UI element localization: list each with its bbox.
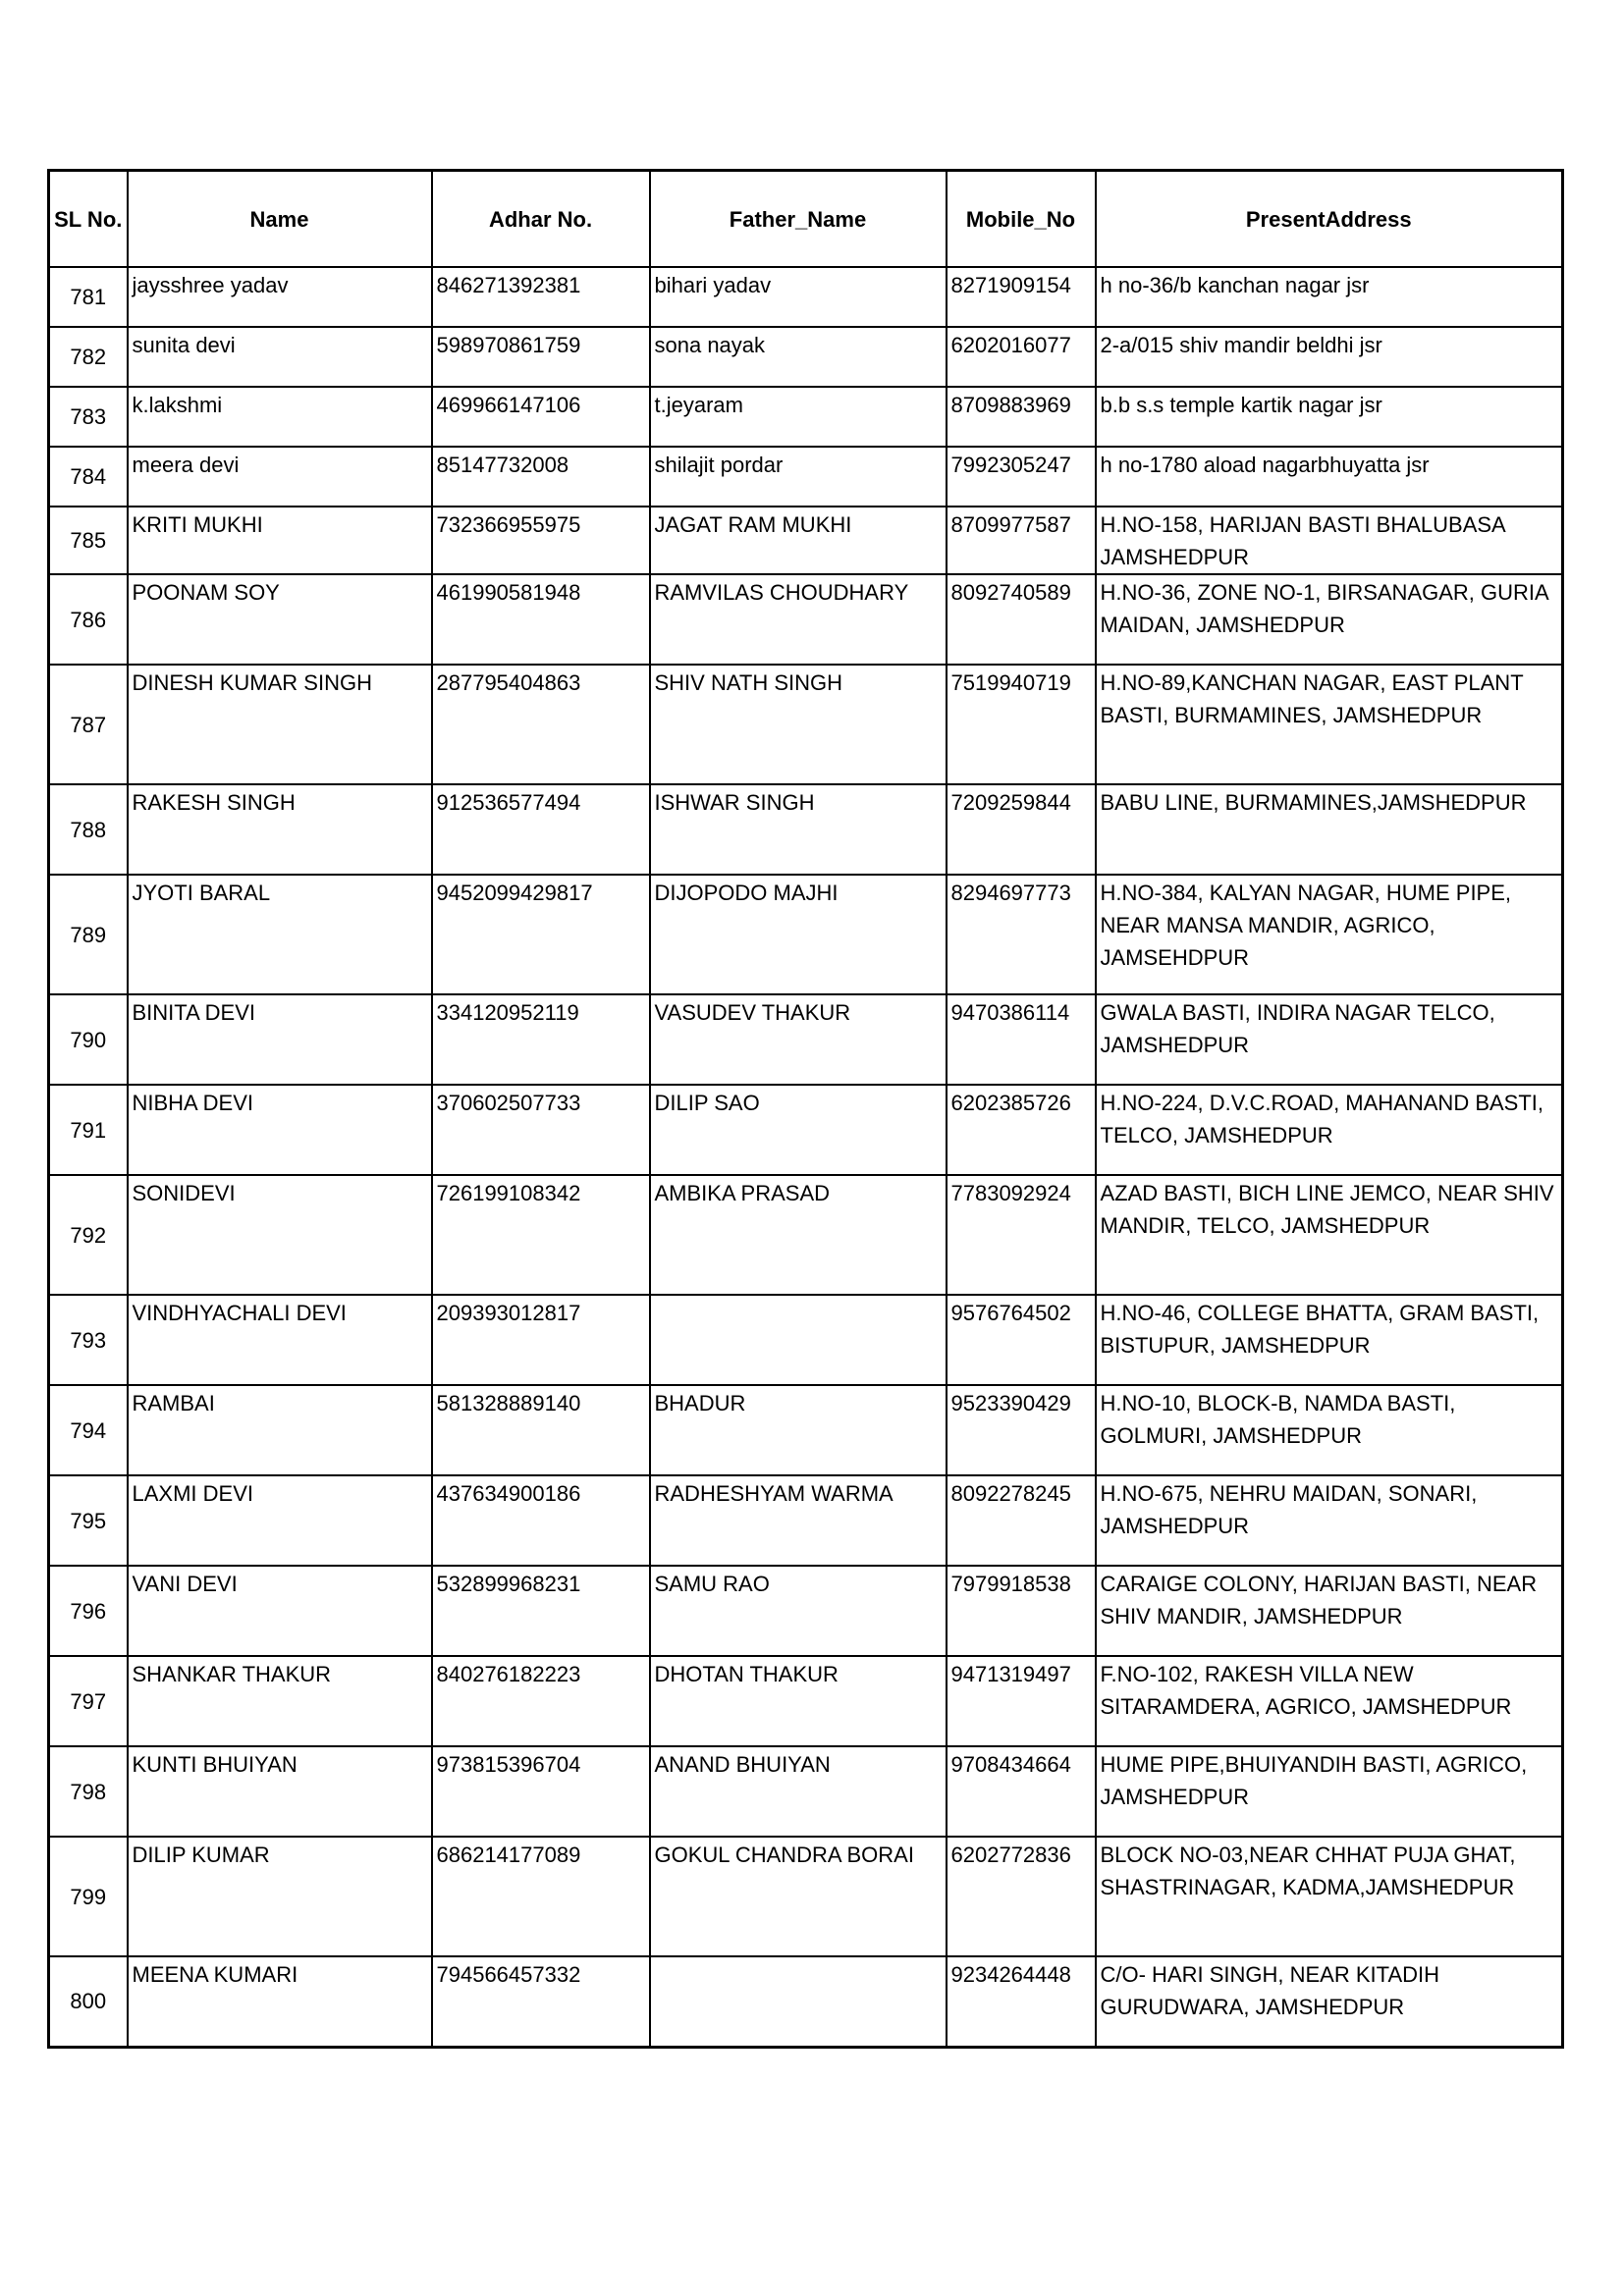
- cell-adhar-no: 85147732008: [432, 447, 650, 507]
- header-sl-no: SL No.: [49, 171, 128, 268]
- cell-mobile-no: 7519940719: [947, 665, 1096, 784]
- cell-name: jaysshree yadav: [128, 267, 432, 327]
- cell-adhar-no: 334120952119: [432, 994, 650, 1085]
- cell-adhar-no: 840276182223: [432, 1656, 650, 1746]
- cell-sl-no: 793: [49, 1295, 128, 1385]
- cell-mobile-no: 6202385726: [947, 1085, 1096, 1175]
- cell-present-address: h no-1780 aload nagarbhuyatta jsr: [1096, 447, 1563, 507]
- cell-present-address: H.NO-675, NEHRU MAIDAN, SONARI, JAMSHEDPUR: [1096, 1475, 1563, 1566]
- cell-sl-no: 800: [49, 1956, 128, 2047]
- table-row: [49, 1175, 1563, 1295]
- cell-adhar-no: 581328889140: [432, 1385, 650, 1475]
- table-row: [49, 665, 1563, 784]
- cell-name: BINITA DEVI: [128, 994, 432, 1085]
- cell-adhar-no: 370602507733: [432, 1085, 650, 1175]
- cell-mobile-no: 9470386114: [947, 994, 1096, 1085]
- cell-mobile-no: 8709977587: [947, 507, 1096, 574]
- cell-present-address: F.NO-102, RAKESH VILLA NEW SITARAMDERA, AGRICO, JAMSHEDPUR: [1096, 1656, 1563, 1746]
- cell-sl-no: 783: [49, 387, 128, 447]
- table-row: [49, 327, 1563, 387]
- cell-adhar-no: 973815396704: [432, 1746, 650, 1837]
- cell-mobile-no: 6202016077: [947, 327, 1096, 387]
- cell-present-address: H.NO-158, HARIJAN BASTI BHALUBASA JAMSHEDPUR: [1096, 507, 1563, 574]
- cell-father-name: SAMU RAO: [650, 1566, 947, 1656]
- cell-adhar-no: 287795404863: [432, 665, 650, 784]
- cell-father-name: BHADUR: [650, 1385, 947, 1475]
- table-row: [49, 1085, 1563, 1175]
- cell-mobile-no: 6202772836: [947, 1837, 1096, 1956]
- cell-mobile-no: 8092740589: [947, 574, 1096, 665]
- cell-father-name: [650, 1956, 947, 2047]
- cell-father-name: RADHESHYAM WARMA: [650, 1475, 947, 1566]
- cell-name: RAKESH SINGH: [128, 784, 432, 875]
- cell-sl-no: 790: [49, 994, 128, 1085]
- cell-father-name: [650, 1295, 947, 1385]
- cell-name: VANI DEVI: [128, 1566, 432, 1656]
- cell-mobile-no: 9471319497: [947, 1656, 1096, 1746]
- cell-mobile-no: 8709883969: [947, 387, 1096, 447]
- cell-present-address: H.NO-224, D.V.C.ROAD, MAHANAND BASTI, TELCO, JAMSHEDPUR: [1096, 1085, 1563, 1175]
- cell-mobile-no: 7992305247: [947, 447, 1096, 507]
- cell-present-address: b.b s.s temple kartik nagar jsr: [1096, 387, 1563, 447]
- table-row: [49, 387, 1563, 447]
- cell-present-address: BLOCK NO-03,NEAR CHHAT PUJA GHAT, SHASTRINAGAR, KADMA,JAMSHEDPUR: [1096, 1837, 1563, 1956]
- cell-father-name: ISHWAR SINGH: [650, 784, 947, 875]
- cell-name: POONAM SOY: [128, 574, 432, 665]
- cell-father-name: DILIP SAO: [650, 1085, 947, 1175]
- cell-father-name: DIJOPODO MAJHI: [650, 875, 947, 994]
- header-row: [49, 171, 1563, 268]
- cell-adhar-no: 912536577494: [432, 784, 650, 875]
- cell-sl-no: 791: [49, 1085, 128, 1175]
- table-row: [49, 1656, 1563, 1746]
- cell-name: SHANKAR THAKUR: [128, 1656, 432, 1746]
- cell-father-name: GOKUL CHANDRA BORAI: [650, 1837, 947, 1956]
- cell-sl-no: 786: [49, 574, 128, 665]
- cell-sl-no: 795: [49, 1475, 128, 1566]
- cell-present-address: HUME PIPE,BHUIYANDIH BASTI, AGRICO, JAMSHEDPUR: [1096, 1746, 1563, 1837]
- table-row: [49, 267, 1563, 327]
- cell-mobile-no: 8294697773: [947, 875, 1096, 994]
- cell-mobile-no: 9708434664: [947, 1746, 1096, 1837]
- cell-sl-no: 796: [49, 1566, 128, 1656]
- cell-sl-no: 785: [49, 507, 128, 574]
- cell-father-name: JAGAT RAM MUKHI: [650, 507, 947, 574]
- table-row: [49, 875, 1563, 994]
- cell-father-name: ANAND BHUIYAN: [650, 1746, 947, 1837]
- cell-name: KRITI MUKHI: [128, 507, 432, 574]
- cell-sl-no: 794: [49, 1385, 128, 1475]
- cell-father-name: t.jeyaram: [650, 387, 947, 447]
- cell-mobile-no: 8271909154: [947, 267, 1096, 327]
- cell-sl-no: 787: [49, 665, 128, 784]
- table-row: [49, 507, 1563, 574]
- cell-sl-no: 782: [49, 327, 128, 387]
- cell-name: DINESH KUMAR SINGH: [128, 665, 432, 784]
- cell-father-name: sona nayak: [650, 327, 947, 387]
- cell-present-address: H.NO-384, KALYAN NAGAR, HUME PIPE, NEAR MANSA MANDIR, AGRICO, JAMSEHDPUR: [1096, 875, 1563, 994]
- cell-sl-no: 797: [49, 1656, 128, 1746]
- cell-adhar-no: 686214177089: [432, 1837, 650, 1956]
- cell-father-name: SHIV NATH SINGH: [650, 665, 947, 784]
- cell-present-address: H.NO-89,KANCHAN NAGAR, EAST PLANT BASTI, BURMAMINES, JAMSHEDPUR: [1096, 665, 1563, 784]
- cell-name: sunita devi: [128, 327, 432, 387]
- cell-adhar-no: 469966147106: [432, 387, 650, 447]
- cell-mobile-no: 7209259844: [947, 784, 1096, 875]
- table-row: [49, 1385, 1563, 1475]
- header-mobile-no: Mobile_No: [947, 171, 1096, 268]
- cell-adhar-no: 846271392381: [432, 267, 650, 327]
- cell-adhar-no: 209393012817: [432, 1295, 650, 1385]
- table-row: [49, 447, 1563, 507]
- table-row: [49, 1566, 1563, 1656]
- cell-present-address: AZAD BASTI, BICH LINE JEMCO, NEAR SHIV MANDIR, TELCO, JAMSHEDPUR: [1096, 1175, 1563, 1295]
- table-row: [49, 1956, 1563, 2047]
- cell-name: meera devi: [128, 447, 432, 507]
- cell-present-address: GWALA BASTI, INDIRA NAGAR TELCO, JAMSHEDPUR: [1096, 994, 1563, 1085]
- cell-adhar-no: 732366955975: [432, 507, 650, 574]
- cell-sl-no: 784: [49, 447, 128, 507]
- cell-name: VINDHYACHALI DEVI: [128, 1295, 432, 1385]
- cell-name: JYOTI BARAL: [128, 875, 432, 994]
- table-row: [49, 784, 1563, 875]
- cell-sl-no: 799: [49, 1837, 128, 1956]
- records-table: [47, 169, 1564, 2049]
- cell-present-address: H.NO-46, COLLEGE BHATTA, GRAM BASTI, BISTUPUR, JAMSHEDPUR: [1096, 1295, 1563, 1385]
- table-row: [49, 1295, 1563, 1385]
- cell-sl-no: 789: [49, 875, 128, 994]
- header-adhar-no: Adhar No.: [432, 171, 650, 268]
- cell-name: SONIDEVI: [128, 1175, 432, 1295]
- cell-present-address: CARAIGE COLONY, HARIJAN BASTI, NEAR SHIV MANDIR, JAMSHEDPUR: [1096, 1566, 1563, 1656]
- cell-present-address: 2-a/015 shiv mandir beldhi jsr: [1096, 327, 1563, 387]
- cell-adhar-no: 726199108342: [432, 1175, 650, 1295]
- cell-adhar-no: 794566457332: [432, 1956, 650, 2047]
- header-name: Name: [128, 171, 432, 268]
- cell-present-address: h no-36/b kanchan nagar jsr: [1096, 267, 1563, 327]
- cell-name: DILIP KUMAR: [128, 1837, 432, 1956]
- cell-mobile-no: 9523390429: [947, 1385, 1096, 1475]
- cell-present-address: H.NO-10, BLOCK-B, NAMDA BASTI, GOLMURI, JAMSHEDPUR: [1096, 1385, 1563, 1475]
- header-father-name: Father_Name: [650, 171, 947, 268]
- table-row: [49, 1746, 1563, 1837]
- cell-name: RAMBAI: [128, 1385, 432, 1475]
- cell-name: LAXMI DEVI: [128, 1475, 432, 1566]
- cell-father-name: VASUDEV THAKUR: [650, 994, 947, 1085]
- cell-sl-no: 788: [49, 784, 128, 875]
- cell-mobile-no: 8092278245: [947, 1475, 1096, 1566]
- table-row: [49, 1837, 1563, 1956]
- cell-adhar-no: 437634900186: [432, 1475, 650, 1566]
- header-present-address: PresentAddress: [1096, 171, 1563, 268]
- table-row: [49, 574, 1563, 665]
- table-body: [49, 267, 1563, 2047]
- cell-mobile-no: 7783092924: [947, 1175, 1096, 1295]
- cell-name: KUNTI BHUIYAN: [128, 1746, 432, 1837]
- cell-present-address: BABU LINE, BURMAMINES,JAMSHEDPUR: [1096, 784, 1563, 875]
- cell-name: k.lakshmi: [128, 387, 432, 447]
- cell-father-name: DHOTAN THAKUR: [650, 1656, 947, 1746]
- cell-sl-no: 781: [49, 267, 128, 327]
- cell-name: NIBHA DEVI: [128, 1085, 432, 1175]
- cell-adhar-no: 9452099429817: [432, 875, 650, 994]
- cell-mobile-no: 7979918538: [947, 1566, 1096, 1656]
- cell-adhar-no: 598970861759: [432, 327, 650, 387]
- cell-adhar-no: 532899968231: [432, 1566, 650, 1656]
- cell-adhar-no: 461990581948: [432, 574, 650, 665]
- cell-father-name: bihari yadav: [650, 267, 947, 327]
- table-row: [49, 1475, 1563, 1566]
- cell-name: MEENA KUMARI: [128, 1956, 432, 2047]
- cell-sl-no: 798: [49, 1746, 128, 1837]
- cell-father-name: RAMVILAS CHOUDHARY: [650, 574, 947, 665]
- cell-sl-no: 792: [49, 1175, 128, 1295]
- cell-present-address: H.NO-36, ZONE NO-1, BIRSANAGAR, GURIA MAIDAN, JAMSHEDPUR: [1096, 574, 1563, 665]
- cell-mobile-no: 9234264448: [947, 1956, 1096, 2047]
- cell-mobile-no: 9576764502: [947, 1295, 1096, 1385]
- cell-father-name: AMBIKA PRASAD: [650, 1175, 947, 1295]
- cell-father-name: shilajit pordar: [650, 447, 947, 507]
- table-row: [49, 994, 1563, 1085]
- cell-present-address: C/O- HARI SINGH, NEAR KITADIH GURUDWARA, JAMSHEDPUR: [1096, 1956, 1563, 2047]
